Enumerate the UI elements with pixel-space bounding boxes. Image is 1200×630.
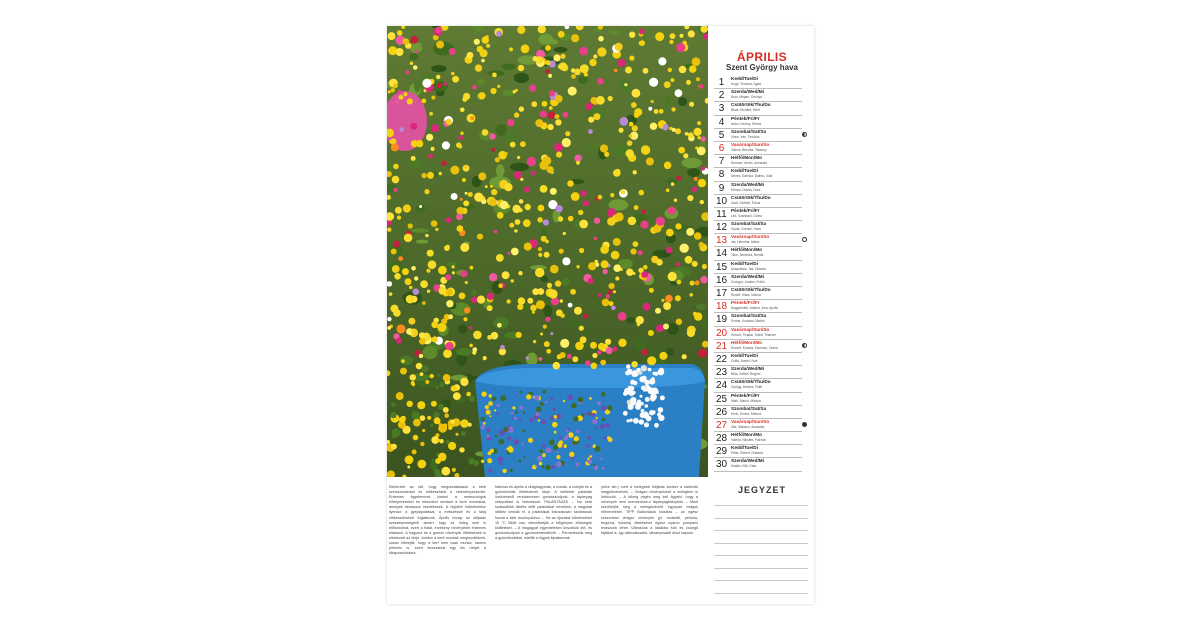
day-number: 26	[715, 406, 728, 418]
day-number: 23	[715, 367, 728, 379]
day-row	[714, 287, 802, 300]
notes-title: JEGYZET	[737, 485, 786, 495]
weekday-label: Vasárnap/Sun/So	[731, 418, 770, 424]
day-row	[714, 116, 802, 129]
name-days: Csilla, Noémi, Noé	[731, 358, 758, 363]
day-row	[714, 247, 802, 260]
day-number: 6	[718, 142, 725, 154]
day-number: 29	[715, 446, 728, 458]
note-line	[714, 543, 808, 544]
weekday-label: Vasárnap/Sun/So	[731, 141, 770, 147]
weekday-label: Csütörtök/Thu/Do	[731, 194, 771, 200]
day-row	[714, 208, 802, 221]
day-row	[714, 102, 802, 115]
moon-phase-icon	[802, 422, 807, 427]
day-row	[714, 129, 802, 142]
weekday-label: Péntek/Fri/Fr	[731, 207, 760, 213]
name-days: Vince, Irén, Teodóra	[731, 134, 760, 139]
name-days: Márk, Márkó, Márkus	[731, 398, 761, 403]
name-days: Ervin, Ervina, Klétusz	[731, 411, 762, 416]
weekday-label: Csütörtök/Thu/Do	[731, 287, 771, 292]
name-days: Áron, Mirjam, Orsolya	[731, 95, 762, 100]
note-line	[714, 593, 808, 594]
day-row	[714, 142, 802, 155]
day-number: 15	[715, 261, 728, 273]
day-number: 5	[718, 129, 725, 141]
day-row	[714, 89, 802, 102]
day-row	[714, 168, 802, 181]
notes-section	[710, 481, 814, 604]
day-row	[714, 76, 802, 89]
day-row	[714, 353, 802, 366]
calendar-column	[710, 26, 814, 477]
day-number: 7	[718, 156, 725, 168]
day-number: 1	[718, 77, 725, 88]
day-row	[714, 366, 802, 379]
weekday-label: Szombat/Sat/Sa	[731, 221, 767, 227]
day-number: 27	[715, 419, 728, 431]
name-days: Herman, Ármin, Armanda	[731, 161, 767, 166]
moon-phase-icon	[802, 132, 807, 137]
day-number: 21	[715, 340, 728, 352]
day-number: 17	[715, 288, 728, 299]
day-row	[714, 419, 802, 432]
weekday-label: Csütörtök/Thu/Do	[731, 102, 771, 108]
name-days: Csongor, Joakim, Enikő	[731, 279, 765, 284]
moon-phase-icon	[802, 237, 807, 242]
day-number: 19	[715, 314, 728, 326]
weekday-label: Péntek/Fri/Fr	[731, 392, 760, 398]
day-row	[714, 327, 802, 340]
name-days: Vilmos, Bíborka, Taksony	[731, 147, 767, 152]
name-days: Buda, Richárd, Hédi	[731, 108, 760, 113]
day-number: 11	[716, 208, 727, 220]
weekday-label: Szerda/Wed/Mi	[731, 366, 764, 372]
name-days: Péter, Róbert, Roberta	[731, 451, 763, 456]
name-days: Gyula, Csenkő, Hara	[731, 227, 761, 232]
weekday-label: Csütörtök/Thu/Do	[731, 379, 771, 385]
day-row	[714, 155, 802, 168]
day-row	[714, 458, 802, 471]
day-row	[714, 393, 802, 406]
day-number: 18	[715, 301, 728, 313]
day-number: 8	[718, 169, 725, 181]
name-days: Zsolt, Ezékiel, Fulvia	[731, 200, 761, 205]
name-days: Emma, Kocsárd, Malvin	[731, 319, 765, 324]
weekday-label: Szombat/Sat/Sa	[731, 128, 767, 134]
weekday-label: Kedd/Tue/Di	[731, 260, 758, 266]
weekday-label: Kedd/Tue/Di	[731, 352, 758, 358]
day-number: 24	[715, 380, 728, 392]
weekday-label: Kedd/Tue/Di	[731, 168, 758, 174]
month-title: ÁPRILIS	[736, 50, 788, 64]
day-number: 28	[715, 433, 728, 445]
day-number: 22	[715, 353, 728, 365]
name-days: Anasztázia, Tas, Oktávia	[731, 266, 766, 271]
name-days: Zita, Mariann, Anasztáz	[731, 424, 765, 429]
moon-phase-icon	[802, 343, 807, 348]
day-number: 30	[715, 459, 728, 471]
day-row	[714, 432, 802, 445]
name-days: Leó, Szaniszló, Glória	[731, 213, 763, 218]
flower-market-image	[387, 26, 708, 477]
day-number: 12	[715, 222, 728, 234]
day-row	[714, 445, 802, 458]
day-row	[714, 340, 802, 353]
weekday-label: Szerda/Wed/Mi	[731, 458, 764, 464]
article-column-1: Elérkezett az idő, hogy megcsináltassuk a kerti szerszámainkat és előkészítsük a veteményeskertet. Érdemes figyelemmel kísérni a meteorológiai előrejelzéseket és elkezdeni mindazt a kerti munkákat, amelyek tavasszal esedékesek. A legtöbb hobbikertész ilyenkor a gyepápolással, a metszéssel és a talaj előkészítésével foglalkozik. Április hónap az időjárás szeszélyességéről ismert, fagy és hideg szél is előfordulhat, ezért a fiatal, érzékeny növényeket érdemes letakarni. A hagyma és a gumós növények ültetésének is elérkezett az ideje. Amikor a kerti munkák megkezdődnek, sokan elfelejtik, hogy a kert nem csak munka, hanem pihenés is, ezért tervezzünk egy kis helyet a kikapcsolódásra.	[389, 485, 486, 556]
day-row	[714, 195, 802, 208]
day-number: 2	[718, 90, 725, 102]
name-days: Dénes, Darinka, Dalma, Júlia	[731, 174, 773, 179]
name-days: Izidor, Kerény, Dénes	[731, 121, 762, 126]
flower-photo	[387, 26, 708, 477]
name-days: Ida, Hermina, Márta	[731, 240, 760, 245]
note-line	[714, 530, 808, 531]
month-subtitle: Szent György hava	[725, 63, 799, 72]
weekday-label: Kedd/Tue/Di	[731, 76, 758, 81]
note-line	[714, 580, 808, 581]
day-row	[714, 261, 802, 274]
weekday-label: Péntek/Fri/Fr	[731, 300, 760, 306]
weekday-label: Szerda/Wed/Mi	[731, 273, 764, 279]
weekday-label: Hétfő/Mon/Mo	[731, 339, 762, 345]
day-number: 9	[718, 182, 725, 194]
name-days: Hugó, Teodóra, Agád	[731, 82, 761, 86]
calendar-page	[387, 26, 814, 604]
day-number: 14	[715, 248, 728, 260]
article-column-3: (olive stb.) mert a melegebb időjárás kedvez a kártevők megjelenésének. – Virágzó növényeinket a melegben is öntözzük. – A hőség végén meg kell figyelni, hogy a növények nem szenvednek-e tápanyaghiányban. – Most kezdhetjük meg a melegkedvelő, egynyári virágok előnevelését. TIPP Balkonláda kiosztás – az egész szezonban virágzó növények (pl. muskátli, petúnia, begónia, fukszia) ültetésével egész nyáron pompázó teraszunk lehet. Ültessünk a ládákba futó és csüngő fajtákat is, így változatosabb, látványosabb díszt kapunk.	[601, 485, 698, 535]
day-row	[714, 274, 802, 287]
name-days: Béla, Gellért, Bögöm	[731, 372, 761, 377]
day-row	[714, 313, 802, 326]
name-days: Nagypéntek, Andrea, Ilma, Apolló	[731, 306, 779, 311]
day-number: 10	[715, 195, 728, 207]
day-number: 3	[718, 103, 725, 115]
name-days: Húsvét, Konrád, Zsombor, Zelma	[731, 345, 778, 350]
day-number: 4	[718, 116, 725, 128]
day-row	[714, 406, 802, 419]
note-line	[714, 505, 808, 506]
day-number: 20	[715, 327, 728, 339]
weekday-label: Szerda/Wed/Mi	[731, 89, 764, 95]
note-line	[714, 568, 808, 569]
note-line	[714, 518, 808, 519]
day-list	[714, 76, 802, 472]
weekday-label: Hétfő/Mon/Mo	[731, 155, 762, 161]
name-days: Húsvét, Tivadar, Odett, Tihamér	[731, 332, 776, 337]
day-row	[714, 300, 802, 313]
day-number: 13	[715, 235, 728, 247]
weekday-label: Szombat/Sat/Sa	[731, 405, 767, 411]
article-column-2: Március és április a virághagymák, a rózsák, a cserjék és a gyümölcsfák ültetésének ideje. A kiültetett palánták öntözéséről rendszeresen gondoskodjunk, a tápanyag utánpótlást is biztosítsuk. PALÁNTÁZÁS – Ha kerti szabadföldi ültetés előtt palántákat nevelünk, a magokat időben vessük el, a palántákat fokozatosan szoktassuk hozzá a kinti viszonyokhoz. – Ha az éjszakai hőmérséklet 10 °C fölött van, elkezdhetjük a hőigényes zöldségek kiültetését. – A magágyat egyenletesen készítsük elő, és gondoskodjunk a gyommentesítésről. – Permetezzük meg a gyümölcsfákat, mielőtt a rügyek kipattannak.	[495, 485, 592, 540]
weekday-label: Péntek/Fri/Fr	[731, 115, 760, 121]
day-row	[714, 221, 802, 234]
day-row	[714, 379, 802, 392]
name-days: Tibor, Benedek, Benda	[731, 253, 764, 258]
weekday-label: Vasárnap/Sun/So	[731, 234, 770, 240]
day-row	[714, 234, 802, 247]
name-days: Erhard, Dusán, Dóra	[731, 187, 761, 192]
weekday-label: Hétfő/Mon/Mo	[731, 247, 762, 253]
article	[387, 481, 708, 604]
day-number: 16	[715, 274, 728, 286]
weekday-label: Kedd/Tue/Di	[731, 445, 758, 451]
day-number: 25	[715, 393, 728, 405]
weekday-label: Vasárnap/Sun/So	[731, 326, 770, 332]
weekday-label: Szombat/Sat/Sa	[731, 313, 767, 319]
note-line	[714, 555, 808, 556]
name-days: Katalin, Kitti, Kata	[731, 464, 757, 469]
weekday-label: Hétfő/Mon/Mo	[731, 432, 762, 438]
weekday-label: Szerda/Wed/Mi	[731, 181, 764, 187]
name-days: Rudolf, Klára, Izidóra	[731, 293, 761, 297]
name-days: Valéria, Nikolett, Patrícia	[731, 438, 766, 443]
name-days: György, Debóra, Fidél	[731, 385, 762, 390]
day-row	[714, 182, 802, 195]
